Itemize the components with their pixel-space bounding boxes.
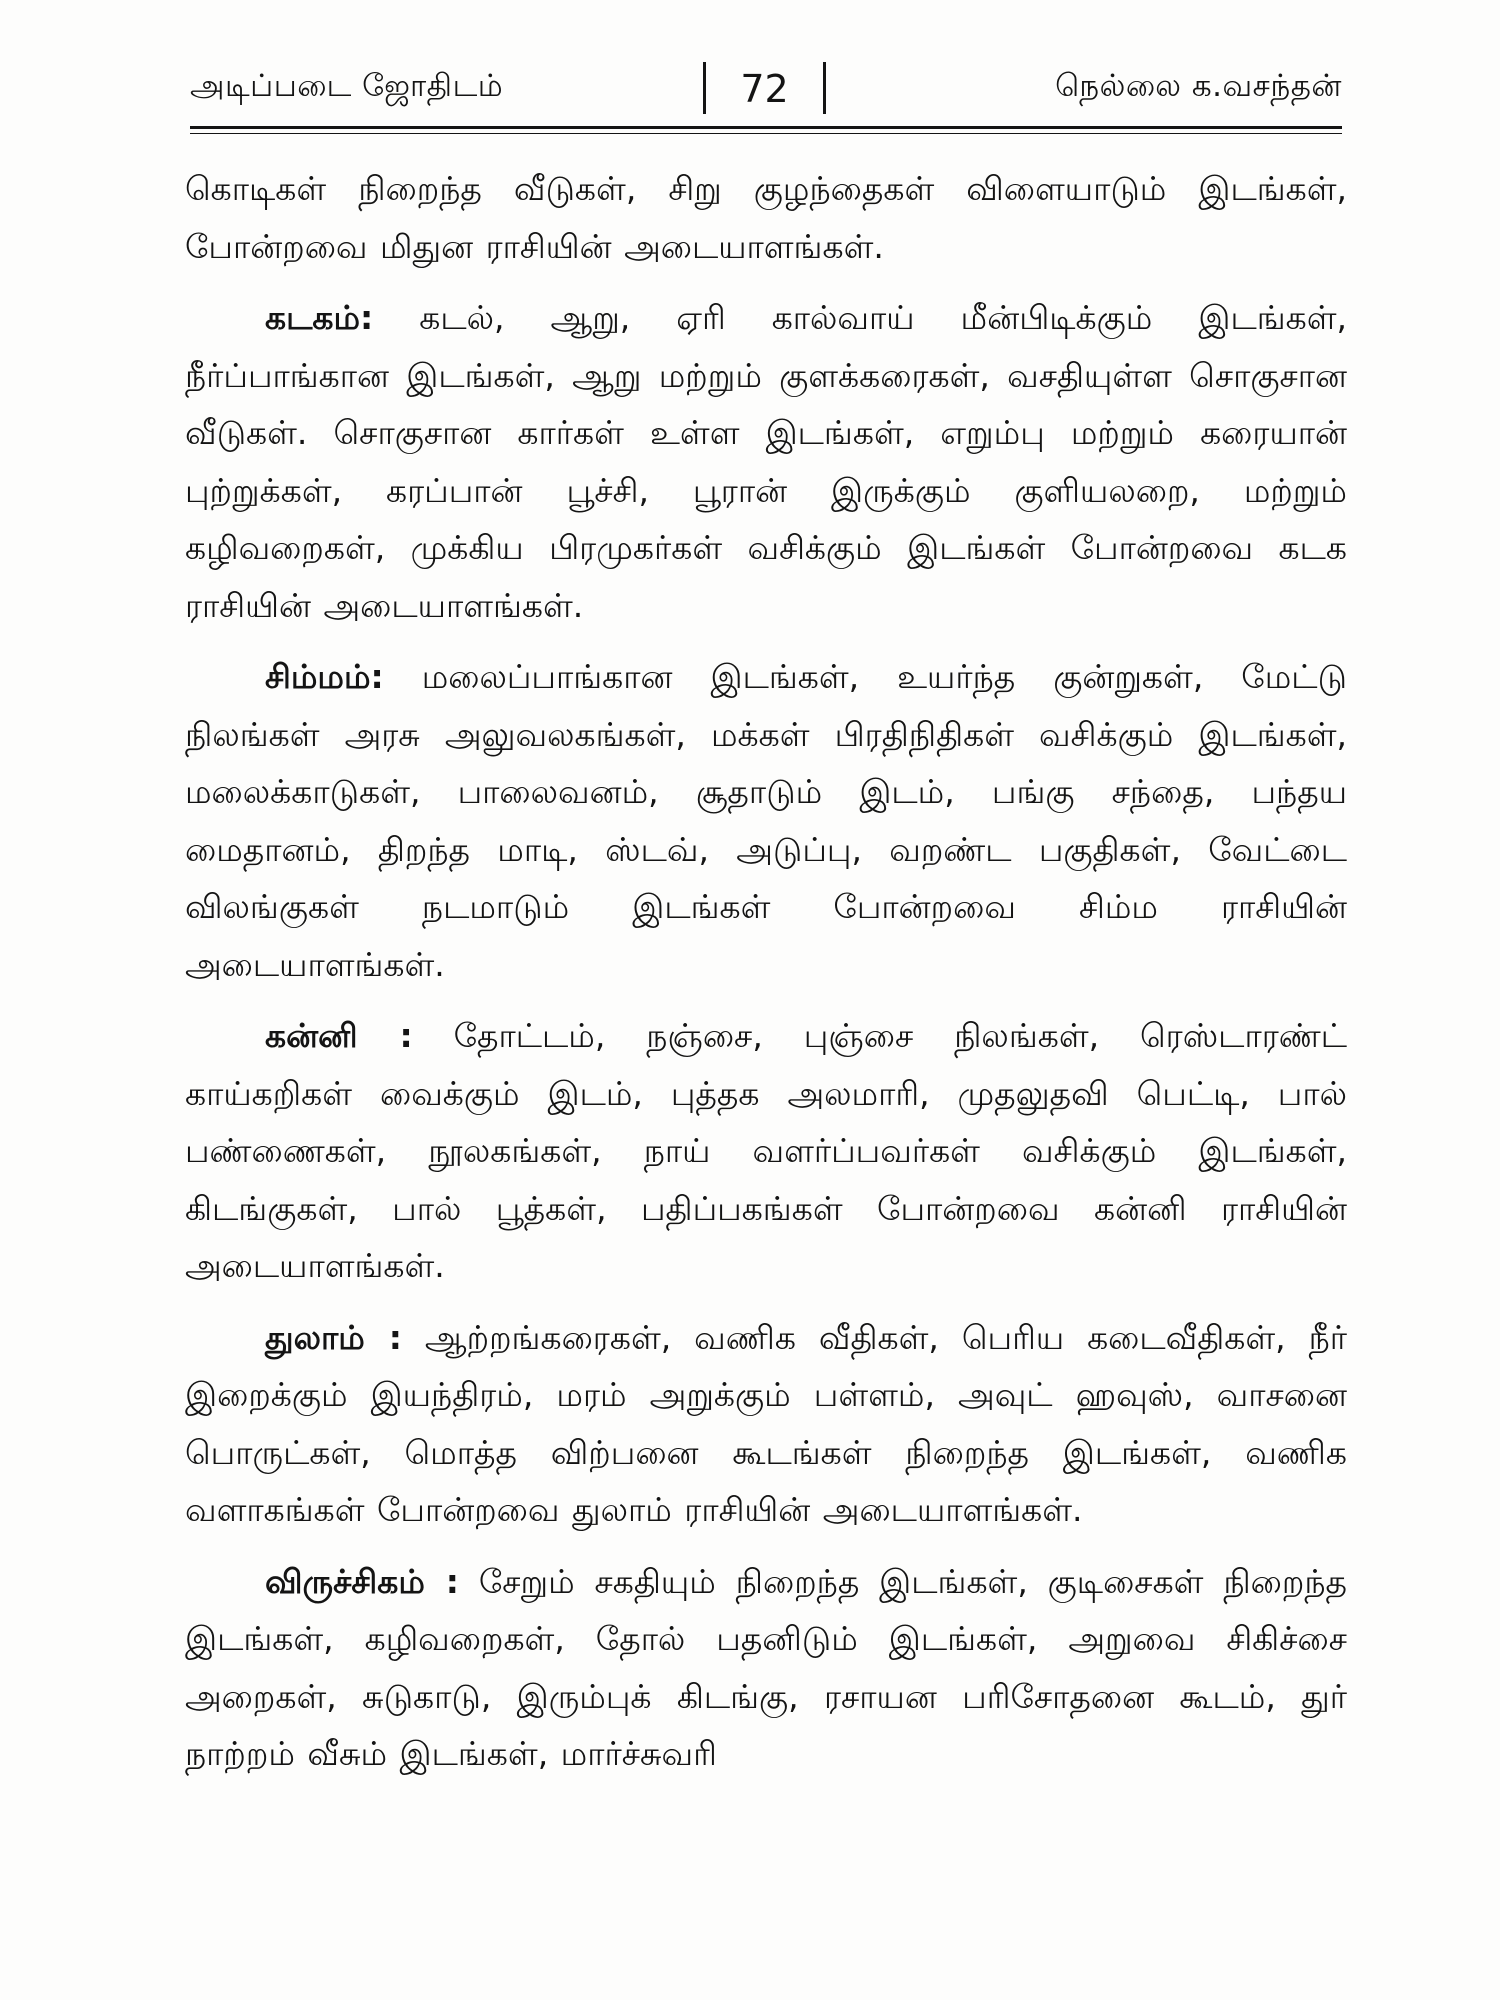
page-number-left-bar: [703, 62, 706, 114]
paragraph-viruchigam: [185, 1553, 1347, 1783]
paragraph-text: தோட்டம், நஞ்சை, புஞ்சை நிலங்கள், ரெஸ்டாரண்ட் காய்கறிகள் வைக்கும் இடம், புத்தக அலமாரி, முதலுதவி பெட்டி, பால் பண்ணைகள், நூலகங்கள், நாய் வளர்ப்பவர்கள் வசிக்கும் இடங்கள், கிடங்குகள், பால் பூத்கள், பதிப்பகங்கள் போன்றவை கன்னி ராசியின் அடையாளங்கள்.: [185, 1016, 1347, 1285]
book-title: அடிப்படை ஜோதிடம்: [190, 68, 504, 104]
paragraph-text: கடல், ஆறு, ஏரி கால்வாய் மீன்பிடிக்கும் இடங்கள், நீர்ப்பாங்கான இடங்கள், ஆறு மற்றும் குளக்கரைகள், வசதியுள்ள சொகுசான வீடுகள். சொகுசான கார்கள் உள்ள இடங்கள், எறும்பு மற்றும் கரையான் புற்றுக்கள், கரப்பான் பூச்சி, பூரான் இருக்கும் குளியலறை, மற்றும் கழிவறைகள், முக்கிய பிரமுகர்கள் வசிக்கும் இடங்கள் போன்றவை கடக ராசியின் அடையாளங்கள்.: [185, 298, 1347, 625]
page-body: [185, 160, 1347, 1797]
header-rule-thin: [190, 133, 1342, 134]
paragraph-mithunam-end: [185, 160, 1347, 275]
page-number: 72: [740, 67, 789, 111]
paragraph-kanni: [185, 1007, 1347, 1295]
page-number-right-bar: [823, 62, 826, 114]
paragraph-text: மலைப்பாங்கான இடங்கள், உயர்ந்த குன்றுகள், மேட்டு நிலங்கள் அரசு அலுவலகங்கள், மக்கள் பிரதிநிதிகள் வசிக்கும் இடங்கள், மலைக்காடுகள், பாலைவனம், சூதாடும் இடம், பங்கு சந்தை, பந்தய மைதானம், திறந்த மாடி, ஸ்டவ், அடுப்பு, வறண்ட பகுதிகள், வேட்டை விலங்குகள் நடமாடும் இடங்கள் போன்றவை சிம்ம ராசியின் அடையாளங்கள்.: [185, 657, 1347, 984]
paragraph-term: சிம்மம்:: [265, 657, 384, 696]
paragraph-text: சேறும் சகதியும் நிறைந்த இடங்கள், குடிசைகள் நிறைந்த இடங்கள், கழிவறைகள், தோல் பதனிடும் இடங்கள், அறுவை சிகிச்சை அறைகள், சுடுகாடு, இரும்புக் கிடங்கு, ரசாயன பரிசோதனை கூடம், துர் நாற்றம் வீசும் இடங்கள், மார்ச்சுவரி: [185, 1561, 1347, 1773]
paragraph-thulam: [185, 1309, 1347, 1539]
paragraph-term: கடகம்:: [265, 298, 374, 337]
author-name: நெல்லை க.வசந்தன்: [1055, 68, 1342, 104]
paragraph-term: துலாம் :: [265, 1317, 402, 1357]
paragraph-kadagam: [185, 289, 1347, 634]
paragraph-text: ஆற்றங்கரைகள், வணிக வீதிகள், பெரிய கடைவீதிகள், நீர் இறைக்கும் இயந்திரம், மரம் அறுக்கும் பள்ளம், அவுட் ஹவுஸ், வாசனை பொருட்கள், மொத்த விற்பனை கூடங்கள் நிறைந்த இடங்கள், வணிக வளாகங்கள் போன்றவை துலாம் ராசியின் அடையாளங்கள்.: [185, 1317, 1347, 1529]
paragraph-text: கொடிகள் நிறைந்த வீடுகள், சிறு குழந்தைகள் விளையாடும் இடங்கள், போன்றவை மிதுன ராசியின் அடையாளங்கள்.: [185, 169, 1347, 266]
header-rule-thick: [190, 126, 1342, 129]
paragraph-term: கன்னி :: [265, 1016, 413, 1055]
page-header: [190, 58, 1342, 128]
page-number-box: [697, 58, 832, 120]
paragraph-term: விருச்சிகம் :: [265, 1561, 459, 1601]
paragraph-simmam: [185, 648, 1347, 993]
